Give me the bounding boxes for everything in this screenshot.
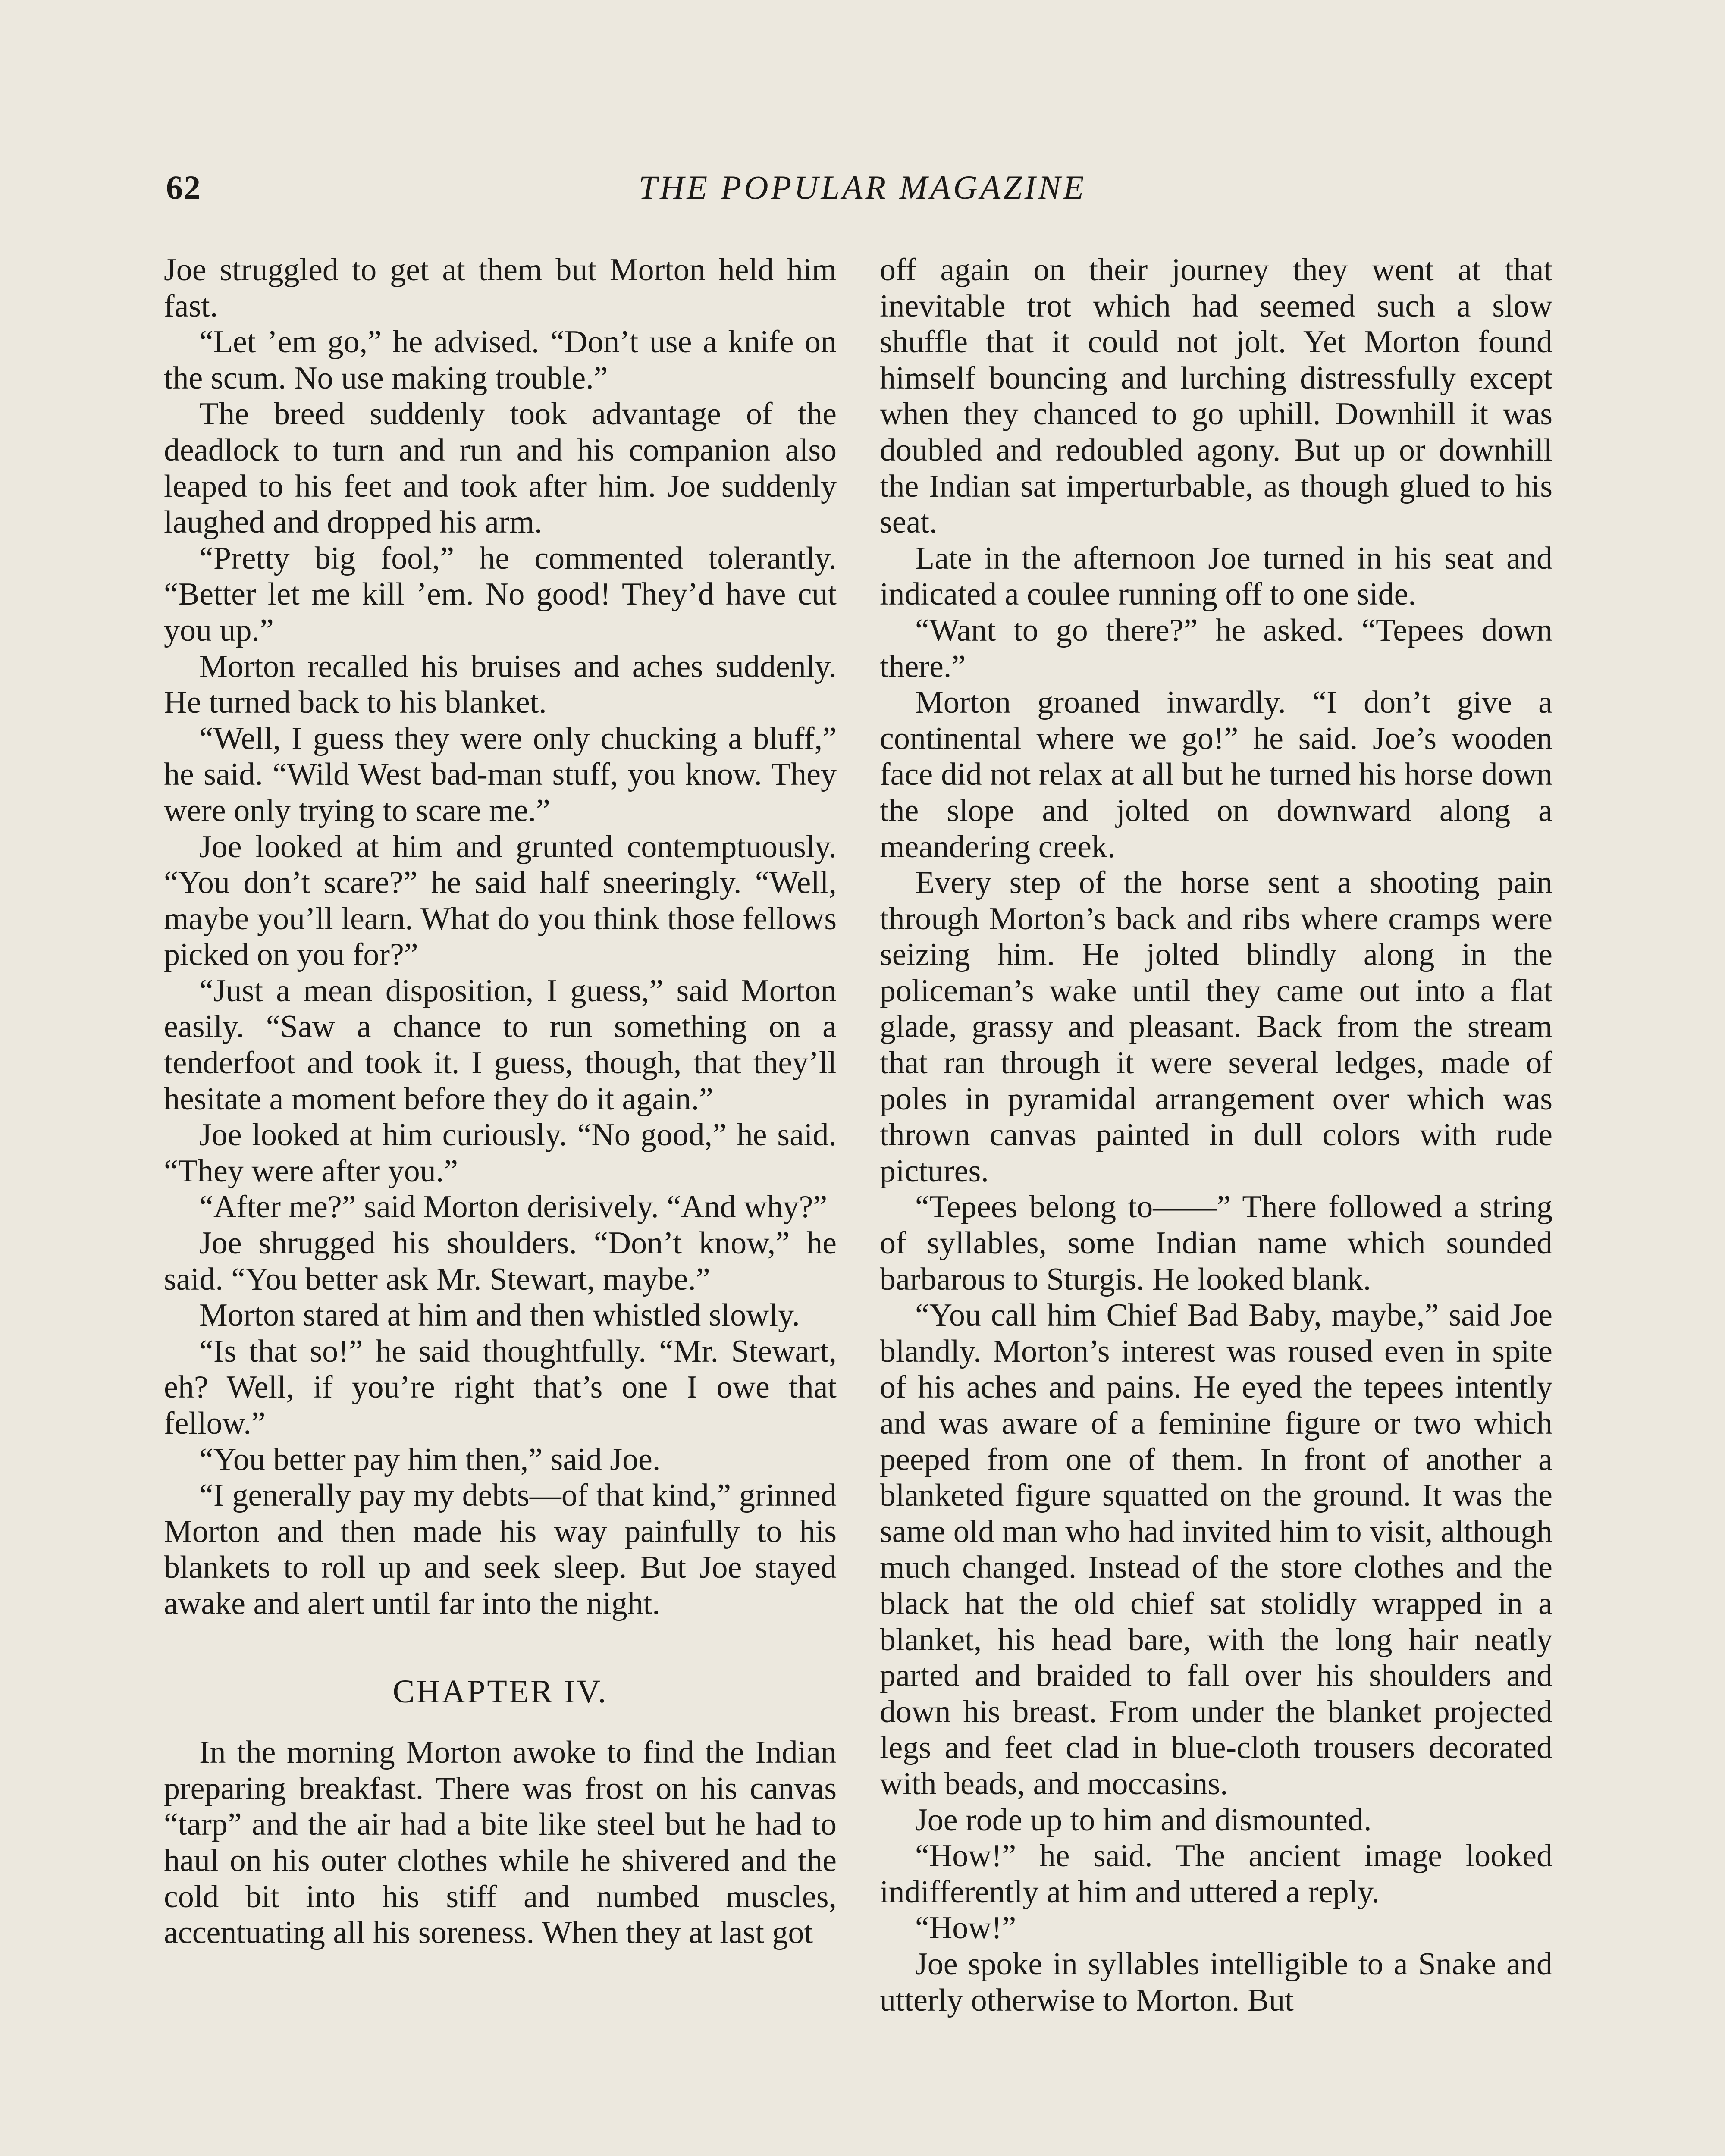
page-header: [166, 168, 1559, 220]
paragraph: “Is that so!” he said thoughtfully. “Mr. Stewart, eh? Well, if you’re right that’s one I owe that fellow.”: [164, 1333, 837, 1441]
paragraph: “You call him Chief Bad Baby, maybe,” said Joe blandly. Morton’s interest was roused even in spite of his aches and pains. He eyed the tepees intently and was aware of a feminine figure or two which peeped from one of them. In front of another a blanketed figure squatted on the ground. It was the same old man who had invited him to visit, although much changed. Instead of the store clothes and the black hat the old chief sat stolidly wrapped in a blanket, his head bare, with the long hair neatly parted and braided to fall over his shoulders and down his breast. From under the blanket projected legs and feet clad in blue-cloth trousers decorated with beads, and moccasins.: [880, 1297, 1552, 1802]
paragraph: Joe spoke in syllables intelligible to a Snake and utterly otherwise to Morton. But: [880, 1946, 1552, 2018]
paragraph: “I generally pay my debts—of that kind,” grinned Morton and then made his way painfully to his blankets to roll up and seek sleep. But Joe stayed awake and alert until far into the night.: [164, 1478, 837, 1621]
paragraph: off again on their journey they went at that inevitable trot which had seemed such a slow shuffle that it could not jolt. Yet Morton found himself bouncing and lurching distressfully except when they chanced to go uphill. Downhill it was doubled and redoubled agony. But up or downhill the Indian sat imperturbable, as though glued to his seat.: [880, 252, 1552, 540]
paragraph: Joe rode up to him and dismounted.: [915, 1802, 1372, 1838]
paragraph: “Pretty big fool,” he commented tolerantly. “Better let me kill ’em. No good! They’d have cut you up.”: [164, 540, 837, 648]
paragraph: The breed suddenly took advantage of the deadlock to turn and run and his companion also leaped to his feet and took after him. Joe suddenly laughed and dropped his arm.: [164, 396, 837, 540]
left-column: [164, 252, 837, 1951]
paragraph: “After me?” said Morton derisively. “And why?”: [199, 1189, 828, 1225]
paragraph: Morton stared at him and then whistled slowly.: [199, 1297, 800, 1333]
paragraph: Morton recalled his bruises and aches suddenly. He turned back to his blanket.: [164, 649, 837, 721]
paragraph: Joe looked at him curiously. “No good,” he said. “They were after you.”: [164, 1117, 837, 1189]
page-number: 62: [166, 169, 201, 206]
paragraph: “Want to go there?” he asked. “Tepees down there.”: [880, 612, 1552, 684]
paragraph: “Just a mean disposition, I guess,” said Morton easily. “Saw a chance to run something on a tenderfoot and took it. I guess, though, that they’ll hesitate a moment before they do it again.”: [164, 973, 837, 1117]
paragraph: Joe shrugged his shoulders. “Don’t know,” he said. “You better ask Mr. Stewart, maybe.”: [164, 1225, 837, 1297]
paragraph: “You better pay him then,” said Joe.: [199, 1442, 661, 1477]
chapter-heading: CHAPTER IV.: [392, 1673, 608, 1710]
paragraph: In the morning Morton awoke to find the Indian preparing breakfast. There was frost on his canvas “tarp” and the air had a bite like steel but he had to haul on his outer clothes while he shivered and the cold bit into his stiff and numbed muscles, accentuating all his soreness. When they at last got: [164, 1735, 837, 1951]
right-column: [880, 252, 1552, 2018]
paragraph: Every step of the horse sent a shooting pain through Morton’s back and ribs where cramps were seizing him. He jolted blindly along in the policeman’s wake until they came out into a flat glade, grassy and pleasant. Back from the stream that ran through it were several ledges, made of poles in pyramidal arrangement over which was thrown canvas painted in dull colors with rude pictures.: [880, 865, 1552, 1189]
paragraph: “How!” he said. The ancient image looked indifferently at him and uttered a reply.: [880, 1838, 1552, 1910]
paragraph: “Tepees belong to——” There followed a string of syllables, some Indian name which sounded barbarous to Sturgis. He looked blank.: [880, 1189, 1552, 1297]
paragraph: Joe struggled to get at them but Morton held him fast.: [164, 252, 837, 324]
paragraph: “How!”: [915, 1910, 1016, 1946]
paragraph: “Let ’em go,” he advised. “Don’t use a knife on the scum. No use making trouble.”: [164, 324, 837, 396]
paragraph: “Well, I guess they were only chucking a bluff,” he said. “Wild West bad-man stuff, you know. They were only trying to scare me.”: [164, 721, 837, 828]
paragraph: Joe looked at him and grunted contemptuously. “You don’t scare?” he said half sneeringly. “Well, maybe you’ll learn. What do you think those fellows picked on you for?”: [164, 829, 837, 973]
running-title: THE POPULAR MAGAZINE: [638, 169, 1087, 206]
paragraph: Morton groaned inwardly. “I don’t give a continental where we go!” he said. Joe’s wooden face did not relax at all but he turned his horse down the slope and jolted on downward along a meandering creek.: [880, 685, 1552, 865]
paragraph: Late in the afternoon Joe turned in his seat and indicated a coulee running off to one side.: [880, 540, 1552, 612]
